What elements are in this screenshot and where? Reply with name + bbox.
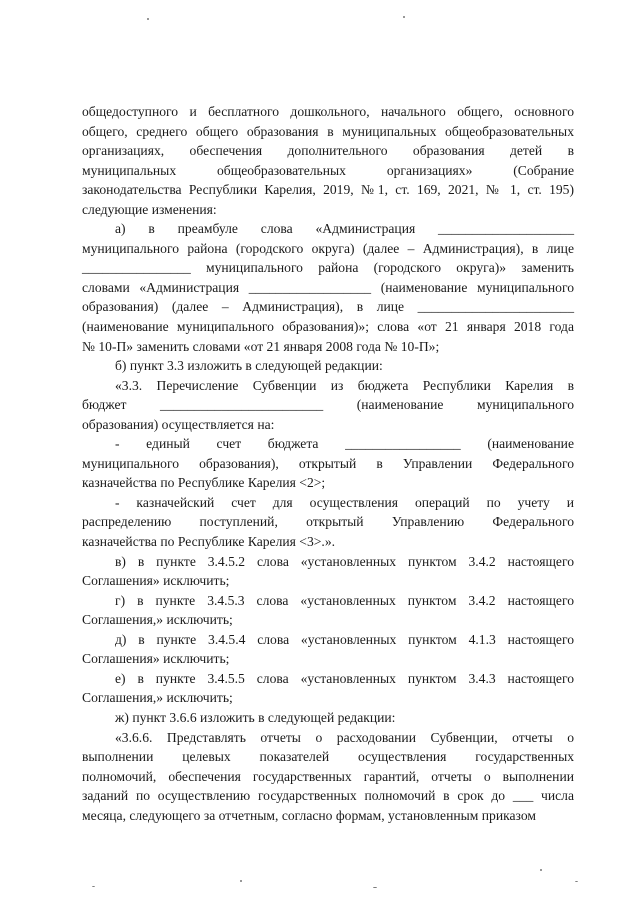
scan-speck bbox=[373, 887, 377, 888]
text-line: распределению поступлений, открытый Управлению Федерального bbox=[82, 514, 574, 530]
scan-speck bbox=[92, 886, 95, 887]
text-line: следующие изменения: bbox=[82, 201, 217, 217]
text-line: казначейства по Республике Карелия <3>.». bbox=[82, 534, 336, 550]
text-line: общего, среднего общего образования в муниципальных общеобразовательных bbox=[82, 123, 574, 139]
text-line: Соглашения» исключить; bbox=[82, 573, 230, 589]
text-line: в) в пункте 3.4.5.2 слова «установленных пунктом 3.4.2 настоящего bbox=[115, 553, 574, 569]
text-line: Соглашения,» исключить; bbox=[82, 612, 233, 628]
text-line: № 10-П» заменить словами «от 21 января 2008 года № 10-П»; bbox=[82, 338, 440, 354]
text-line: - единый счет бюджета _________________ (наименование bbox=[115, 436, 574, 452]
scan-speck bbox=[403, 16, 405, 18]
scan-speck bbox=[575, 881, 578, 882]
text-line: Соглашения,» исключить; bbox=[82, 690, 233, 706]
text-line: муниципального района (городского округа) (далее – Администрация), в лице bbox=[82, 240, 574, 256]
text-line: муниципальных общеобразовательных организациях» (Собрание bbox=[82, 162, 574, 178]
text-line: организациях, обеспечения дополнительного образования детей в bbox=[82, 143, 574, 159]
text-line: полномочий, обеспечения государственных гарантий, отчеты о выполнении bbox=[82, 768, 574, 784]
text-line: ________________ муниципального района (городского округа)» заменить bbox=[82, 260, 574, 276]
document-body bbox=[82, 102, 574, 825]
text-line: выполнении целевых показателей осуществления государственных bbox=[82, 749, 574, 765]
text-line: ж) пункт 3.6.6 изложить в следующей редакции: bbox=[115, 709, 396, 725]
text-line: бюджет ________________________ (наименование муниципального bbox=[82, 397, 574, 413]
text-line: заданий по осуществлению государственных полномочий в срок до ___ числа bbox=[82, 788, 574, 804]
text-line: образования) (далее – Администрация), в лице _______________________ bbox=[82, 299, 574, 315]
scan-speck bbox=[147, 18, 149, 20]
text-line: (наименование муниципального образования)»; слова «от 21 января 2018 года bbox=[82, 319, 574, 335]
text-line: законодательства Республики Карелия, 2019, №1, ст. 169, 2021, № 1, ст. 195) bbox=[82, 182, 574, 198]
text-line: словами «Администрация __________________ (наименование муниципального bbox=[82, 279, 574, 295]
text-line: образования) осуществляется на: bbox=[82, 416, 275, 432]
text-line: г) в пункте 3.4.5.3 слова «установленных пунктом 3.4.2 настоящего bbox=[115, 592, 574, 608]
text-line: «3.6.6. Представлять отчеты о расходовании Субвенции, отчеты о bbox=[115, 729, 574, 745]
text-line: Соглашения» исключить; bbox=[82, 651, 230, 667]
text-line: казначейства по Республике Карелия <2>; bbox=[82, 475, 326, 491]
text-line: общедоступного и бесплатного дошкольного, начального общего, основного bbox=[82, 104, 574, 119]
scan-speck bbox=[540, 869, 542, 871]
text-line: б) пункт 3.3 изложить в следующей редакции: bbox=[115, 358, 383, 374]
text-line: д) в пункте 3.4.5.4 слова «установленных пунктом 4.1.3 настоящего bbox=[115, 631, 574, 647]
text-line: а) в преамбуле слова «Администрация ____________________ bbox=[115, 221, 574, 237]
text-line: - казначейский счет для осуществления операций по учету и bbox=[115, 494, 574, 510]
text-line: месяца, следующего за отчетным, согласно формам, установленным приказом bbox=[82, 807, 536, 823]
text-line: «3.3. Перечисление Субвенции из бюджета Республики Карелия в bbox=[115, 377, 574, 393]
text-line: е) в пункте 3.4.5.5 слова «установленных пунктом 3.4.3 настоящего bbox=[115, 670, 574, 686]
text-line: муниципального образования), открытый в Управлении Федерального bbox=[82, 455, 574, 471]
scan-speck bbox=[240, 880, 242, 882]
